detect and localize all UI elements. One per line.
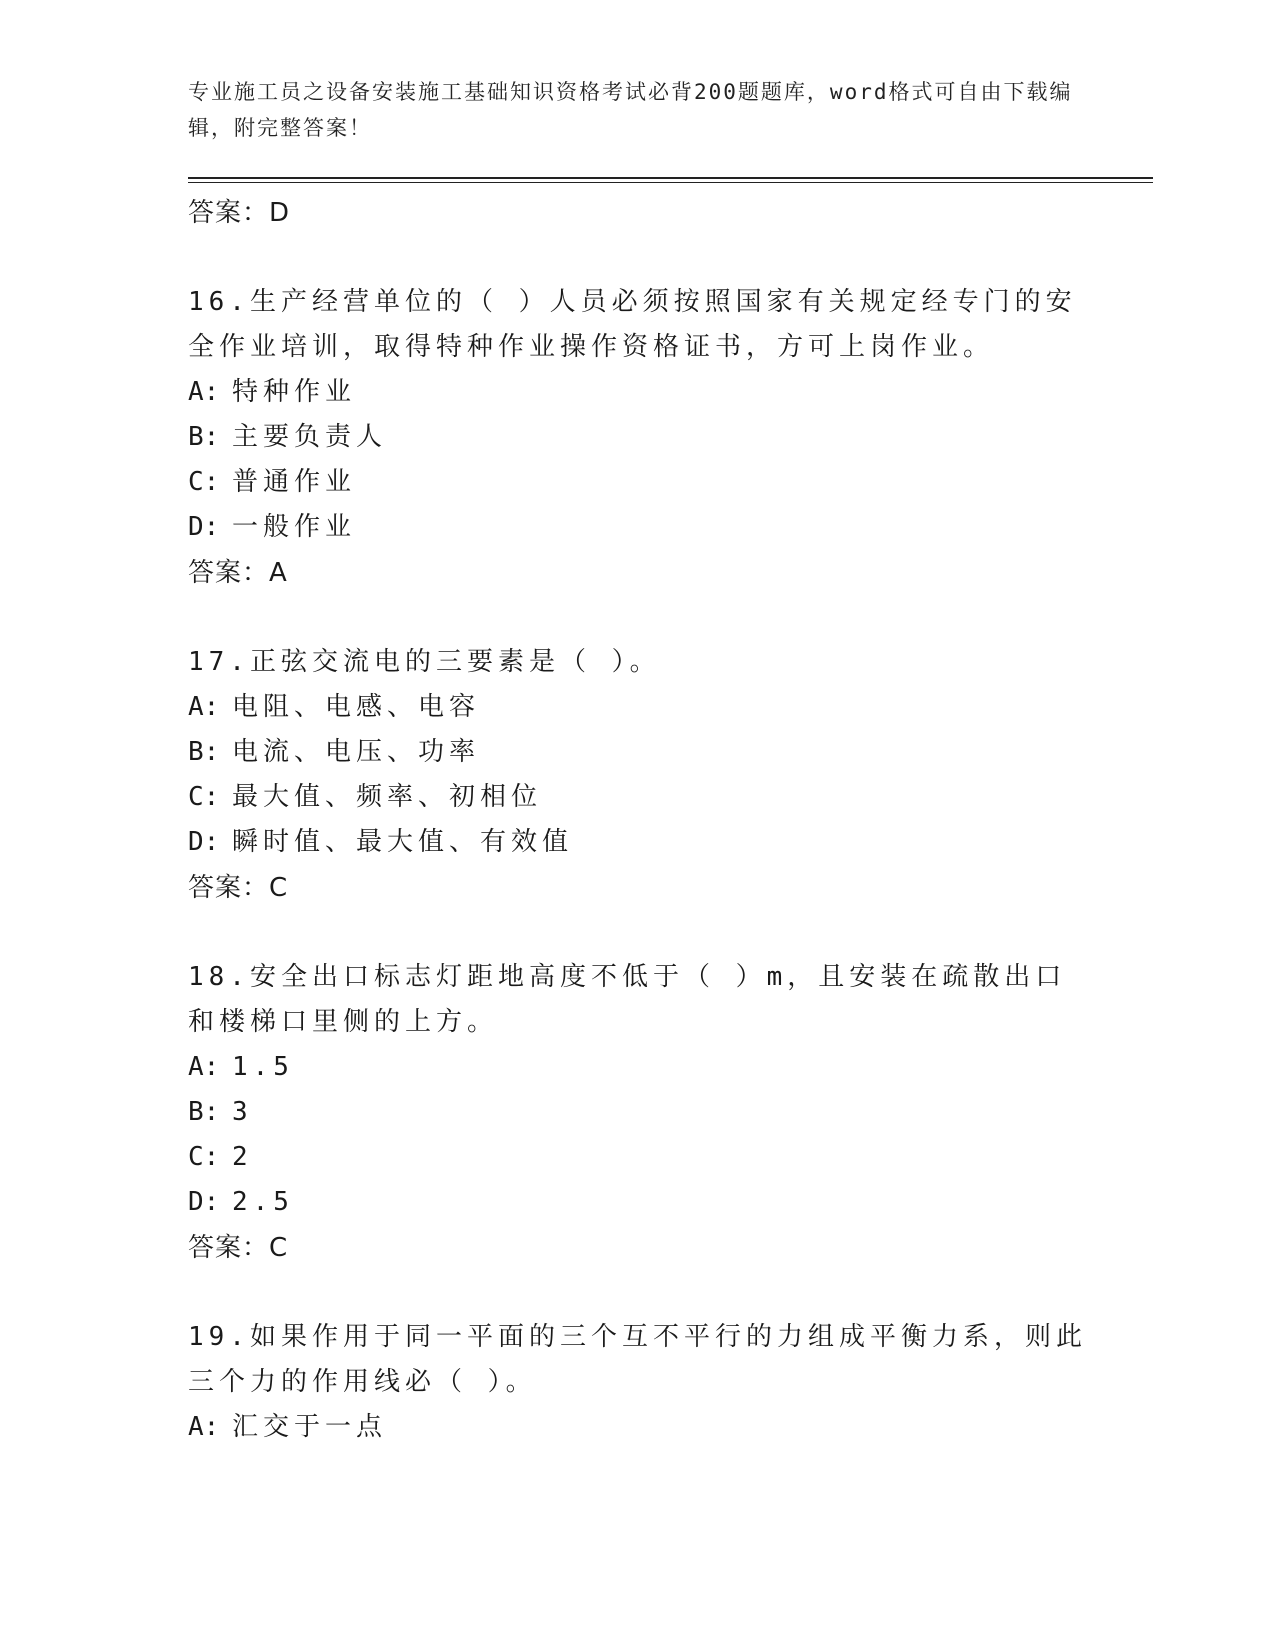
option-c [188,460,1088,505]
option-text: 特种作业 [232,377,357,407]
option-b [188,415,1088,460]
option-key: C: [188,1142,220,1172]
question-18 [188,955,1088,1271]
answer-label: 答案：C [188,873,289,903]
option-key: D: [188,1187,220,1217]
option-b [188,1090,1088,1135]
document-header: 专业施工员之设备安装施工基础知识资格考试必背200题题库，word格式可自由下载编辑，附完整答案！ [188,80,1073,140]
option-key: A: [188,377,220,407]
option-a [188,370,1088,415]
option-text: 2 [232,1142,253,1172]
answer-label: 答案：D [188,198,291,228]
question-text: 17.正弦交流电的三要素是（ ）。 [188,647,661,677]
option-key: C: [188,467,220,497]
option-b [188,730,1088,775]
question-17 [188,640,1088,911]
option-d [188,505,1088,550]
question-text: 19.如果作用于同一平面的三个互不平行的力组成平衡力系，则此三个力的作用线必（ ）。 [188,1322,1087,1397]
option-text: 电阻、电感、电容 [232,692,481,722]
option-text: 普通作业 [232,467,357,497]
answer-label: 答案：A [188,558,288,588]
option-text: 电流、电压、功率 [232,737,481,767]
option-a [188,1405,1088,1450]
option-text: 主要负责人 [232,422,388,452]
option-key: B: [188,422,220,452]
header-divider-thin [188,182,1153,183]
option-key: D: [188,512,220,542]
option-c [188,775,1088,820]
option-c [188,1135,1088,1180]
option-d [188,820,1088,865]
option-key: A: [188,692,220,722]
question-16 [188,280,1088,596]
option-a [188,685,1088,730]
option-a [188,1045,1088,1090]
option-key: B: [188,737,220,767]
option-text: 1.5 [232,1052,294,1082]
option-text: 3 [232,1097,253,1127]
option-text: 一般作业 [232,512,357,542]
question-text: 18.安全出口标志灯距地高度不低于（ ）m，且安装在疏散出口和楼梯口里侧的上方。 [188,962,1067,1037]
option-key: D: [188,827,220,857]
question-19 [188,1315,1088,1450]
option-key: B: [188,1097,220,1127]
option-key: C: [188,782,220,812]
option-text: 最大值、频率、初相位 [232,782,543,812]
option-text: 汇交于一点 [232,1412,388,1442]
question-list [188,190,1088,1450]
question-text: 16.生产经营单位的（ ）人员必须按照国家有关规定经专门的安全作业培训，取得特种作业操作资格证书，方可上岗作业。 [188,287,1077,362]
header-divider [188,177,1153,179]
answer-label: 答案：C [188,1233,289,1263]
option-text: 瞬时值、最大值、有效值 [232,827,574,857]
option-key: A: [188,1052,220,1082]
option-text: 2.5 [232,1187,294,1217]
option-key: A: [188,1412,220,1442]
option-d [188,1180,1088,1225]
